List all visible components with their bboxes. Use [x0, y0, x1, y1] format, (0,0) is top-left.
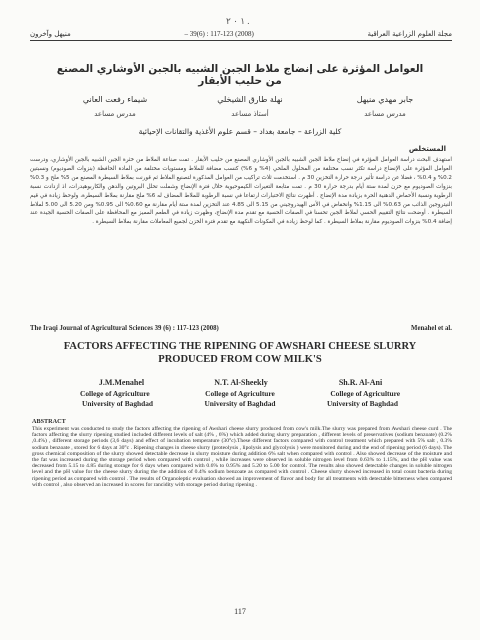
english-author: N.T. Al-Sheekly	[214, 378, 268, 387]
english-affiliation: College of Agriculture	[205, 389, 275, 398]
arabic-abstract: استهدف البحث دراسة العوامل المؤثرة في إنضاج ملاط الجبن الشبيه بالجبن الأوشاري المصنع من حليب الأبقار . تمت صناعة الملاط من خثرة الجبن الشبيه بالجبن الأوشاري، ودرست العوامل المؤثرة على الإنضاج دراسة تكثر نسب مختلفة من المحلول الملحي (4% و 6%) كنسب مضافة للملاط ومستويات مختلفة من المادة الحافظة (بنزوات الصوديوم) ونسبتين 0.2% و 0.4% ، فضلا عن دراسة تأثير درجة حرارة التخزين 30 م . استخدمت ثلاث تراكيب من العوامل المذكورة لتصنيع الملاط ثم قورنت بملاط السيطرة المصنع من 5% ملح و 0.3% بنزوات الصوديوم مع خزن لمدة ستة أيام بدرجة حرارة 30 م . تمت متابعة التغيرات الكيموحيوية خلال فترة الإنضاج وشملت تحلل البروتين والدهن والكاربوهيدرات، اذ ازدادت نسبة الرطوبة ونسبة الأحماض الدهنية الحرة بزيادة مدة الإنضاج . أظهرت نتائج الاختبارات ارتفاعا في نسبة الرطوبة للملاط المضاف له 6% ملح مقارنة بملاط السيطرة، ولوحظ زيادة في قيم النيتروجين الذائب من 0.63% الى 1.15% وانخفاض في الأس الهيدروجيني من 5.15 الى 4.85 عند التخزين لمدة ستة أيام مقارنة مع 0.60% الى 0.95% ومن 5.20 الى 5.00 لملاط السيطرة . أوضحت نتائج التقييم الحسي لملاط الجبن تحسنا في الصفات الحسية مع تقدم مدة الإنضاج، وظهرت زيادة في الطعم المميز مع المحافظة على الصفات الحسية الجيدة عند إضافة 0.4% بنزوات الصوديوم مقارنة بملاط السيطرة . كما لوحظ زيادة في المكونات النكهية مع تقدم فترة الخزن لجميع المعاملات مقارنة بملاط السيطرة .	[29, 157, 453, 226]
arabic-authors	[60, 95, 440, 118]
english-university: University of Baghdad	[326, 399, 398, 408]
arabic-title: العوامل المؤثرة على إنضاج ملاط الجبن الشبيه بالجبن الأوشاري المصنع من حليب الأبقار	[56, 63, 424, 87]
header-citation: – 39(6) : 117-123 (2008)	[184, 30, 254, 38]
scan-mark: ١ ٠ ٢ .	[226, 16, 250, 26]
author-rank: مدرس مساعد	[364, 110, 406, 118]
english-author: J.M.Menahel	[98, 378, 145, 387]
header-authors-ar: منيهل وآخرون	[30, 30, 71, 38]
running-header	[30, 30, 452, 41]
english-affiliation: College of Agriculture	[330, 389, 400, 398]
author-rank: مدرس مساعد	[94, 110, 136, 118]
english-author: Sh.R. Al-Ani	[338, 378, 383, 387]
arabic-author	[195, 95, 305, 118]
page-number: 117	[234, 607, 246, 616]
english-affiliation: College of Agriculture	[80, 389, 150, 398]
english-abstract-heading: ABSTRACT	[32, 418, 66, 425]
english-citation-row	[30, 325, 452, 332]
arabic-abstract-heading: المستخلص	[408, 145, 446, 153]
english-universities	[82, 399, 398, 408]
author-name: جابر مهدي منيهل	[356, 95, 414, 104]
author-name: شيماء رفعت العاني	[82, 95, 148, 104]
arabic-author	[330, 95, 440, 118]
english-university: University of Baghdad	[204, 399, 276, 408]
english-title: FACTORS AFFECTING THE RIPENING OF AWSHARI CHEESE SLURRY PRODUCED FROM COW MILK'S	[63, 341, 417, 365]
arabic-author	[60, 95, 170, 118]
author-name: نهلة طارق الشيخلي	[217, 95, 283, 104]
journal-name-ar: مجلة العلوم الزراعية العراقية	[367, 30, 452, 38]
english-authors	[62, 378, 420, 387]
english-affiliations	[80, 389, 400, 398]
english-authors-short: Menahel et al.	[411, 325, 452, 332]
english-citation: The Iraqi Journal of Agricultural Sciences 39 (6) : 117-123 (2008)	[30, 325, 219, 332]
author-rank: أستاذ مساعد	[231, 110, 269, 118]
arabic-affiliation: كلية الزراعة – جامعة بغداد – قسم علوم الأغذية والتقانات الإحيائية	[138, 127, 342, 136]
english-abstract: This experiment was conducted to study the factors affecting the ripening of Awshari cheese slurry produced from cow's milk.The slurry was prepared from Awshari cheese curd . The factors affecting the slurry ripening studied included different levels of salt (4% , 6%) which added during slurry preparation , different levels of preservatives (sodium benzoate) (0.2% ,0.4%) , different storage periods (3,6 days) and effect of incubation temperature (30°c).These different factors compared with control treatment which prepared with 5% salt , 0.3% sodium benzoate , stored for 6 days at 30°c . Ripening changes in cheese slurry (proteolysis , lipolysis and glycolysis ) were monitored during and the end of ripening period (6 days). The gross chemical composition of the slurry showed detectable decrease in slurry moisture during addition 6% salt when compared with control . Also showed decrease of the moisture and the fat was increased during the storage period when compared with control , while increases were observed in soluble nitrogen level from 0.63% to 1.15%, and the pH value was decreased from 5.15 to 4.85 during storage for 6 days when compared with 0.6% to 0.95% and 5.20 to 5.00 for control. The results also showed detectable changes in soluble nitrogen level and the pH value for the cheese slurry during the the addition of 0.4% sodium benzoate as compared with control . Cheese slurry showed increased in total count bacteria during ripening period as compared with control . The results of Organoleptic evaluation showed an improvement of flavor and body for all treatments with detectable bitterness when compared with control , also observed an increased in scores for rancidity with storage period during ripening .	[32, 426, 452, 488]
english-university: University of Baghdad	[82, 399, 154, 408]
